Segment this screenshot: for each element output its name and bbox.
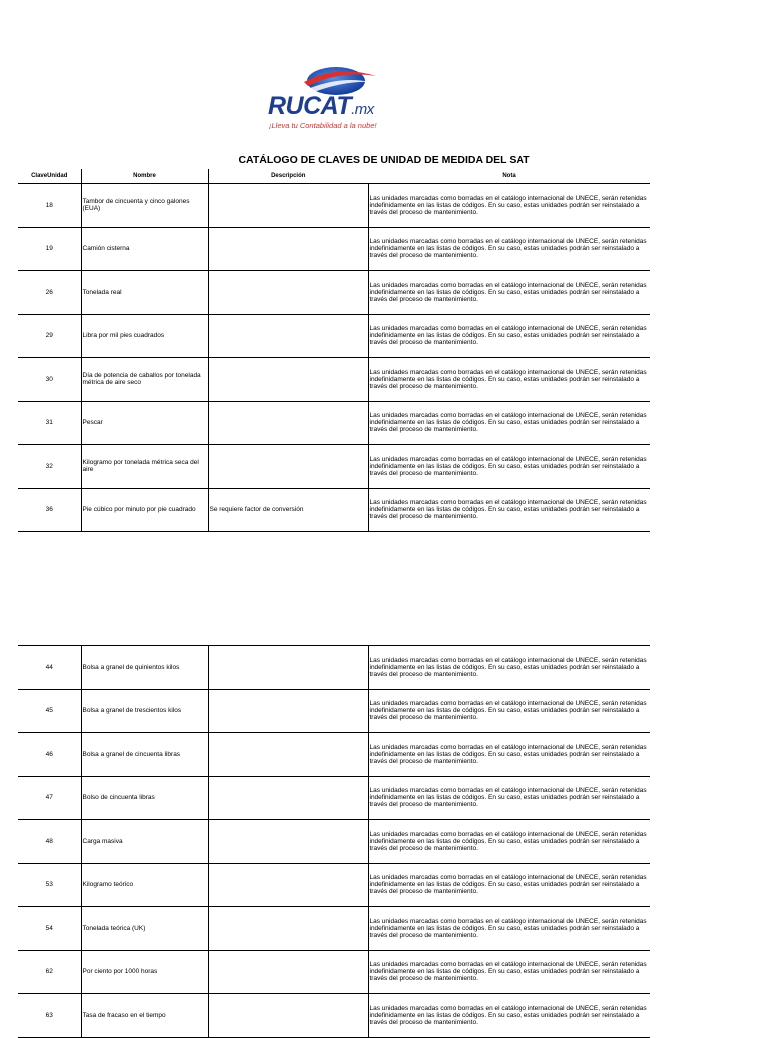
table-row — [18, 488, 650, 532]
nota-cell: Las unidades marcadas como borradas en el catálogo internacional de UNECE, serán retenidas indefinidamente en las listas de códigos. En su caso, estas unidades podrán ser reinstalado a través del proceso de mantenimiento. — [368, 488, 650, 532]
clave-cell: 62 — [18, 950, 81, 994]
descripcion-cell — [208, 445, 368, 489]
clave-cell: 18 — [18, 184, 81, 228]
table-row — [18, 994, 650, 1038]
clave-cell: 29 — [18, 314, 81, 358]
rucat-logo — [252, 56, 420, 138]
logo-wordmark — [268, 92, 374, 121]
descripcion-cell — [208, 646, 368, 690]
table-row — [18, 863, 650, 907]
document-title: CATÁLOGO DE CLAVES DE UNIDAD DE MEDIDA DEL SAT — [238, 154, 530, 166]
table-header-row — [18, 169, 650, 184]
table-row — [18, 776, 650, 820]
table-row — [18, 733, 650, 777]
table-row — [18, 314, 650, 358]
nota-cell: Las unidades marcadas como borradas en el catálogo internacional de UNECE, serán retenidas indefinidamente en las listas de códigos. En su caso, estas unidades podrán ser reinstalado a través del proceso de mantenimiento. — [368, 646, 650, 690]
nota-cell: Las unidades marcadas como borradas en el catálogo internacional de UNECE, serán retenidas indefinidamente en las listas de códigos. En su caso, estas unidades podrán ser reinstalado a través del proceso de mantenimiento. — [368, 907, 650, 951]
nombre-cell: Tonelada real — [81, 271, 208, 315]
descripcion-cell: Se requiere factor de conversión — [208, 488, 368, 532]
nota-cell: Las unidades marcadas como borradas en el catálogo internacional de UNECE, serán retenidas indefinidamente en las listas de códigos. En su caso, estas unidades podrán ser reinstalado a través del proceso de mantenimiento. — [368, 314, 650, 358]
clave-cell: 48 — [18, 820, 81, 864]
table-row — [18, 950, 650, 994]
header-nombre: Nombre — [81, 169, 208, 184]
clave-cell: 32 — [18, 445, 81, 489]
nota-cell: Las unidades marcadas como borradas en el catálogo internacional de UNECE, serán retenidas indefinidamente en las listas de códigos. En su caso, estas unidades podrán ser reinstalado a través del proceso de mantenimiento. — [368, 776, 650, 820]
table-row — [18, 401, 650, 445]
table-row — [18, 646, 650, 690]
table-row — [18, 820, 650, 864]
nombre-cell: Camión cisterna — [81, 227, 208, 271]
nombre-cell: Tonelada teórica (UK) — [81, 907, 208, 951]
descripcion-cell — [208, 907, 368, 951]
clave-cell: 45 — [18, 689, 81, 733]
nombre-cell: Tambor de cincuenta y cinco galones (EUA) — [81, 184, 208, 228]
catalog-table-top — [18, 169, 650, 532]
nota-cell: Las unidades marcadas como borradas en el catálogo internacional de UNECE, serán retenidas indefinidamente en las listas de códigos. En su caso, estas unidades podrán ser reinstalado a través del proceso de mantenimiento. — [368, 401, 650, 445]
logo-suffix: .mx — [351, 101, 374, 118]
logo-tagline: ¡Lleva tu Contabilidad a la nube! — [269, 121, 377, 130]
descripcion-cell — [208, 358, 368, 402]
descripcion-cell — [208, 271, 368, 315]
clave-cell: 36 — [18, 488, 81, 532]
clave-cell: 54 — [18, 907, 81, 951]
nota-cell: Las unidades marcadas como borradas en el catálogo internacional de UNECE, serán retenidas indefinidamente en las listas de códigos. En su caso, estas unidades podrán ser reinstalado a través del proceso de mantenimiento. — [368, 184, 650, 228]
descripcion-cell — [208, 950, 368, 994]
nombre-cell: Por ciento por 1000 horas — [81, 950, 208, 994]
catalog-table-bottom — [18, 645, 650, 1038]
descripcion-cell — [208, 184, 368, 228]
nota-cell: Las unidades marcadas como borradas en el catálogo internacional de UNECE, serán retenidas indefinidamente en las listas de códigos. En su caso, estas unidades podrán ser reinstalado a través del proceso de mantenimiento. — [368, 271, 650, 315]
nota-cell: Las unidades marcadas como borradas en el catálogo internacional de UNECE, serán retenidas indefinidamente en las listas de códigos. En su caso, estas unidades podrán ser reinstalado a través del proceso de mantenimiento. — [368, 950, 650, 994]
nombre-cell: Bolsa a granel de cincuenta libras — [81, 733, 208, 777]
table-row — [18, 184, 650, 228]
nombre-cell: Bolsa a granel de quinientos kilos — [81, 646, 208, 690]
nombre-cell: Pie cúbico por minuto por pie cuadrado — [81, 488, 208, 532]
clave-cell: 30 — [18, 358, 81, 402]
logo-brand: RUCAT — [268, 92, 352, 120]
table-row — [18, 227, 650, 271]
table-row — [18, 689, 650, 733]
header-nota: Nota — [368, 169, 650, 184]
table-row — [18, 907, 650, 951]
descripcion-cell — [208, 733, 368, 777]
nombre-cell: Libra por mil pies cuadrados — [81, 314, 208, 358]
descripcion-cell — [208, 227, 368, 271]
nota-cell: Las unidades marcadas como borradas en el catálogo internacional de UNECE, serán retenidas indefinidamente en las listas de códigos. En su caso, estas unidades podrán ser reinstalado a través del proceso de mantenimiento. — [368, 445, 650, 489]
clave-cell: 19 — [18, 227, 81, 271]
descripcion-cell — [208, 776, 368, 820]
nota-cell: Las unidades marcadas como borradas en el catálogo internacional de UNECE, serán retenidas indefinidamente en las listas de códigos. En su caso, estas unidades podrán ser reinstalado a través del proceso de mantenimiento. — [368, 820, 650, 864]
nombre-cell: Kilogramo teórico — [81, 863, 208, 907]
nota-cell: Las unidades marcadas como borradas en el catálogo internacional de UNECE, serán retenidas indefinidamente en las listas de códigos. En su caso, estas unidades podrán ser reinstalado a través del proceso de mantenimiento. — [368, 994, 650, 1038]
nota-cell: Las unidades marcadas como borradas en el catálogo internacional de UNECE, serán retenidas indefinidamente en las listas de códigos. En su caso, estas unidades podrán ser reinstalado a través del proceso de mantenimiento. — [368, 863, 650, 907]
header-descripcion: Descripción — [208, 169, 368, 184]
clave-cell: 46 — [18, 733, 81, 777]
nota-cell: Las unidades marcadas como borradas en el catálogo internacional de UNECE, serán retenidas indefinidamente en las listas de códigos. En su caso, estas unidades podrán ser reinstalado a través del proceso de mantenimiento. — [368, 689, 650, 733]
descripcion-cell — [208, 863, 368, 907]
nota-cell: Las unidades marcadas como borradas en el catálogo internacional de UNECE, serán retenidas indefinidamente en las listas de códigos. En su caso, estas unidades podrán ser reinstalado a través del proceso de mantenimiento. — [368, 733, 650, 777]
descripcion-cell — [208, 994, 368, 1038]
descripcion-cell — [208, 314, 368, 358]
nombre-cell: Bolso de cincuenta libras — [81, 776, 208, 820]
header-clave-unidad: ClaveUnidad — [18, 169, 81, 184]
clave-cell: 63 — [18, 994, 81, 1038]
clave-cell: 31 — [18, 401, 81, 445]
clave-cell: 44 — [18, 646, 81, 690]
nombre-cell: Bolsa a granel de trescientos kilos — [81, 689, 208, 733]
nota-cell: Las unidades marcadas como borradas en el catálogo internacional de UNECE, serán retenidas indefinidamente en las listas de códigos. En su caso, estas unidades podrán ser reinstalado a través del proceso de mantenimiento. — [368, 358, 650, 402]
nombre-cell: Kilogramo por tonelada métrica seca del aire — [81, 445, 208, 489]
clave-cell: 26 — [18, 271, 81, 315]
table-row — [18, 271, 650, 315]
descripcion-cell — [208, 401, 368, 445]
descripcion-cell — [208, 820, 368, 864]
descripcion-cell — [208, 689, 368, 733]
nombre-cell: Tasa de fracaso en el tiempo — [81, 994, 208, 1038]
nota-cell: Las unidades marcadas como borradas en el catálogo internacional de UNECE, serán retenidas indefinidamente en las listas de códigos. En su caso, estas unidades podrán ser reinstalado a través del proceso de mantenimiento. — [368, 227, 650, 271]
nombre-cell: Carga masiva — [81, 820, 208, 864]
table-row — [18, 445, 650, 489]
nombre-cell: Pescar — [81, 401, 208, 445]
clave-cell: 47 — [18, 776, 81, 820]
nombre-cell: Día de potencia de caballos por tonelada métrica de aire seco — [81, 358, 208, 402]
clave-cell: 53 — [18, 863, 81, 907]
table-row — [18, 358, 650, 402]
